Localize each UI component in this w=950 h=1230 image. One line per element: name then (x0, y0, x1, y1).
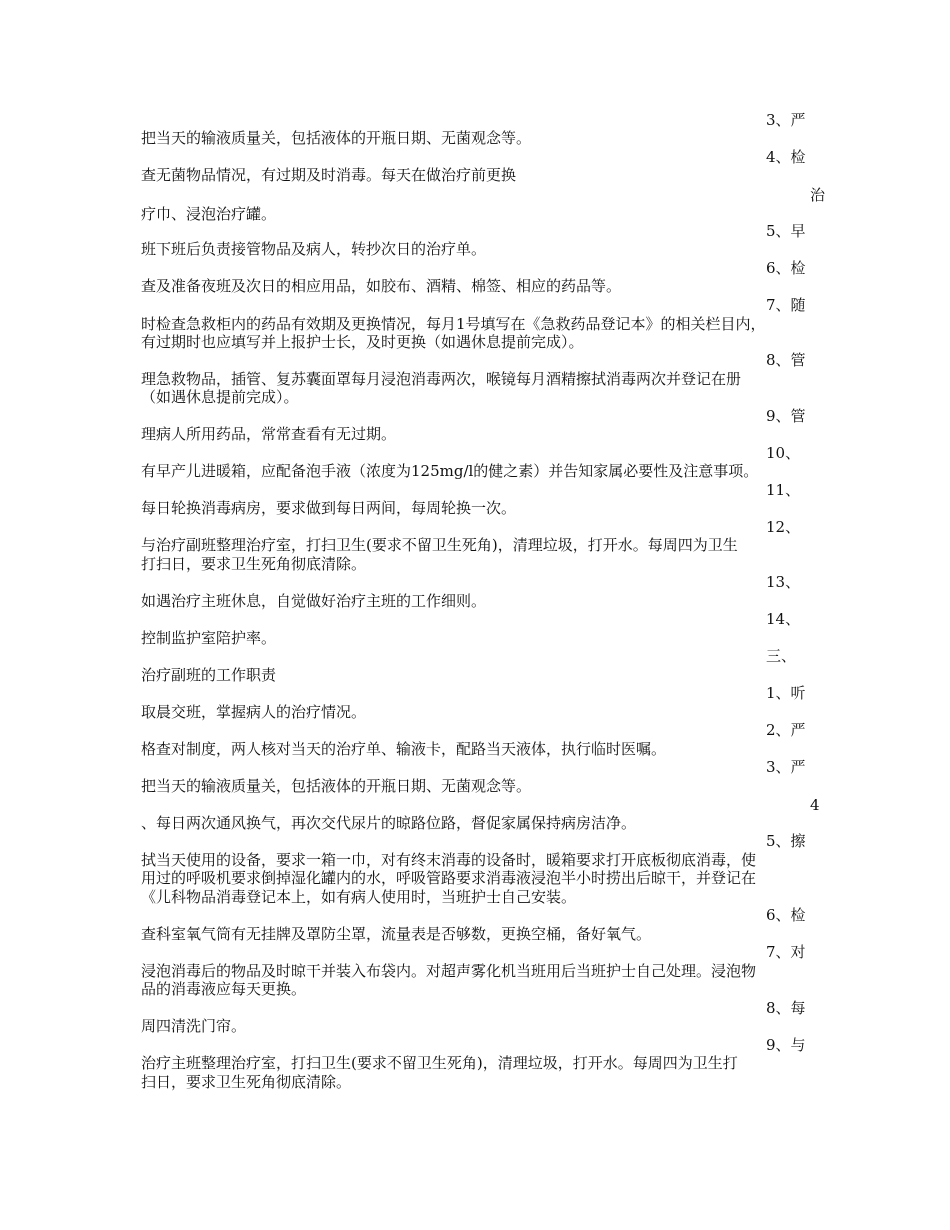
section-heading: 治疗副班的工作职责 (141, 666, 277, 684)
paragraph-line: 品的消毒液应每天更换。 (141, 980, 307, 998)
item-marker-12: 12、 (766, 518, 801, 536)
item-marker-7a: 7、随 (766, 296, 806, 314)
item-marker-11: 11、 (766, 481, 801, 499)
paragraph-line: 把当天的输液质量关，包括液体的开瓶日期、无菌观念等。 (141, 777, 532, 795)
item-marker-5b: 5、擦 (766, 832, 806, 850)
item-marker-10: 10、 (766, 444, 801, 462)
paragraph-line: 每日轮换消毒病房，要求做到每日两间，每周轮换一次。 (141, 499, 517, 517)
paragraph-line: 格查对制度，两人核对当天的治疗单、输液卡，配路当天液体，执行临时医嘱。 (141, 740, 667, 758)
paragraph-line: 打扫日，要求卫生死角彻底清除。 (141, 555, 367, 573)
paragraph-line: 把当天的输液质量关，包括液体的开瓶日期、无菌观念等。 (141, 129, 532, 147)
item-marker-3b: 3、严 (766, 758, 806, 776)
paragraph-line: 理病人所用药品，常常查看有无过期。 (141, 425, 397, 443)
paragraph-line: 班下班后负责接管物品及病人，转抄次日的治疗单。 (141, 240, 487, 258)
item-marker-zhi: 治 (810, 186, 826, 204)
paragraph-line: 取晨交班，掌握病人的治疗情况。 (141, 703, 367, 721)
item-marker-9a: 9、管 (766, 407, 806, 425)
item-marker-2b: 2、严 (766, 721, 806, 739)
paragraph-line: 浸泡消毒后的物品及时晾干并装入布袋内。对超声雾化机当班用后当班护士自己处理。浸泡物 (141, 962, 757, 980)
paragraph-line: 理急救物品，插管、复苏囊面罩每月浸泡消毒两次，喉镜每月酒精擦拭消毒两次并登记在册 (141, 370, 742, 388)
item-marker-3a: 3、严 (766, 111, 806, 129)
item-marker-8b: 8、每 (766, 999, 806, 1017)
section-marker-3: 三、 (766, 647, 797, 665)
paragraph-line: 如遇治疗主班休息，自觉做好治疗主班的工作细则。 (141, 592, 487, 610)
paragraph-line: 查科室氧气筒有无挂牌及罩防尘罩，流量表是否够数，更换空桶，备好氧气。 (141, 925, 652, 943)
paragraph-line: （如遇休息提前完成）。 (141, 388, 299, 406)
item-marker-14: 14、 (766, 610, 801, 628)
paragraph-line: 《儿科物品消毒登记本上，如有病人使用时，当班护士自己安装。 (141, 888, 577, 906)
item-marker-7b: 7、对 (766, 943, 806, 961)
paragraph-line: 查无菌物品情况，有过期及时消毒。每天在做治疗前更换 (141, 166, 517, 184)
item-marker-6b: 6、检 (766, 906, 806, 924)
paragraph-line: 有过期时也应填写并上报护士长，及时更换（如遇休息提前完成）。 (141, 333, 584, 351)
item-marker-4b: 4 (810, 796, 820, 814)
paragraph-line: 时检查急救柜内的药品有效期及更换情况，每月1号填写在《急救药品登记本》的相关栏目内， (141, 315, 766, 333)
item-marker-8a: 8、管 (766, 351, 806, 369)
item-marker-13: 13、 (766, 573, 801, 591)
paragraph-line: 查及准备夜班及次日的相应用品，如胶布、酒精、棉签、相应的药品等。 (141, 277, 622, 295)
item-marker-4a: 4、检 (766, 148, 806, 166)
paragraph-line: 治疗主班整理治疗室，打扫卫生(要求不留卫生死角)，清理垃圾，打开水。每周四为卫生打 (141, 1054, 738, 1072)
paragraph-line: 用过的呼吸机要求倒掉湿化罐内的水，呼吸管路要求消毒液浸泡半小时捞出后晾干，并登记在 (141, 869, 757, 887)
paragraph-line: 控制监护室陪护率。 (141, 629, 277, 647)
item-marker-9b: 9、与 (766, 1036, 806, 1054)
item-marker-5a: 5、早 (766, 222, 806, 240)
item-marker-6a: 6、检 (766, 259, 806, 277)
paragraph-line: 周四清洗门帘。 (141, 1017, 247, 1035)
item-marker-1b: 1、听 (766, 684, 806, 702)
paragraph-line: 拭当天使用的设备，要求一箱一巾，对有终末消毒的设备时，暖箱要求打开底板彻底消毒，使 (141, 851, 757, 869)
paragraph-line: 扫日，要求卫生死角彻底清除。 (141, 1073, 352, 1091)
paragraph-line: 、每日两次通风换气，再次交代尿片的晾路位路，督促家属保持病房洁净。 (141, 814, 637, 832)
paragraph-line: 与治疗副班整理治疗室，打扫卫生(要求不留卫生死角)，清理垃圾，打开水。每周四为卫生 (141, 536, 738, 554)
paragraph-line: 有早产儿进暖箱，应配备泡手液（浓度为125mg/l的健之素）并告知家属必要性及注意事项。 (141, 462, 759, 480)
paragraph-line: 疗巾、浸泡治疗罐。 (141, 205, 277, 223)
